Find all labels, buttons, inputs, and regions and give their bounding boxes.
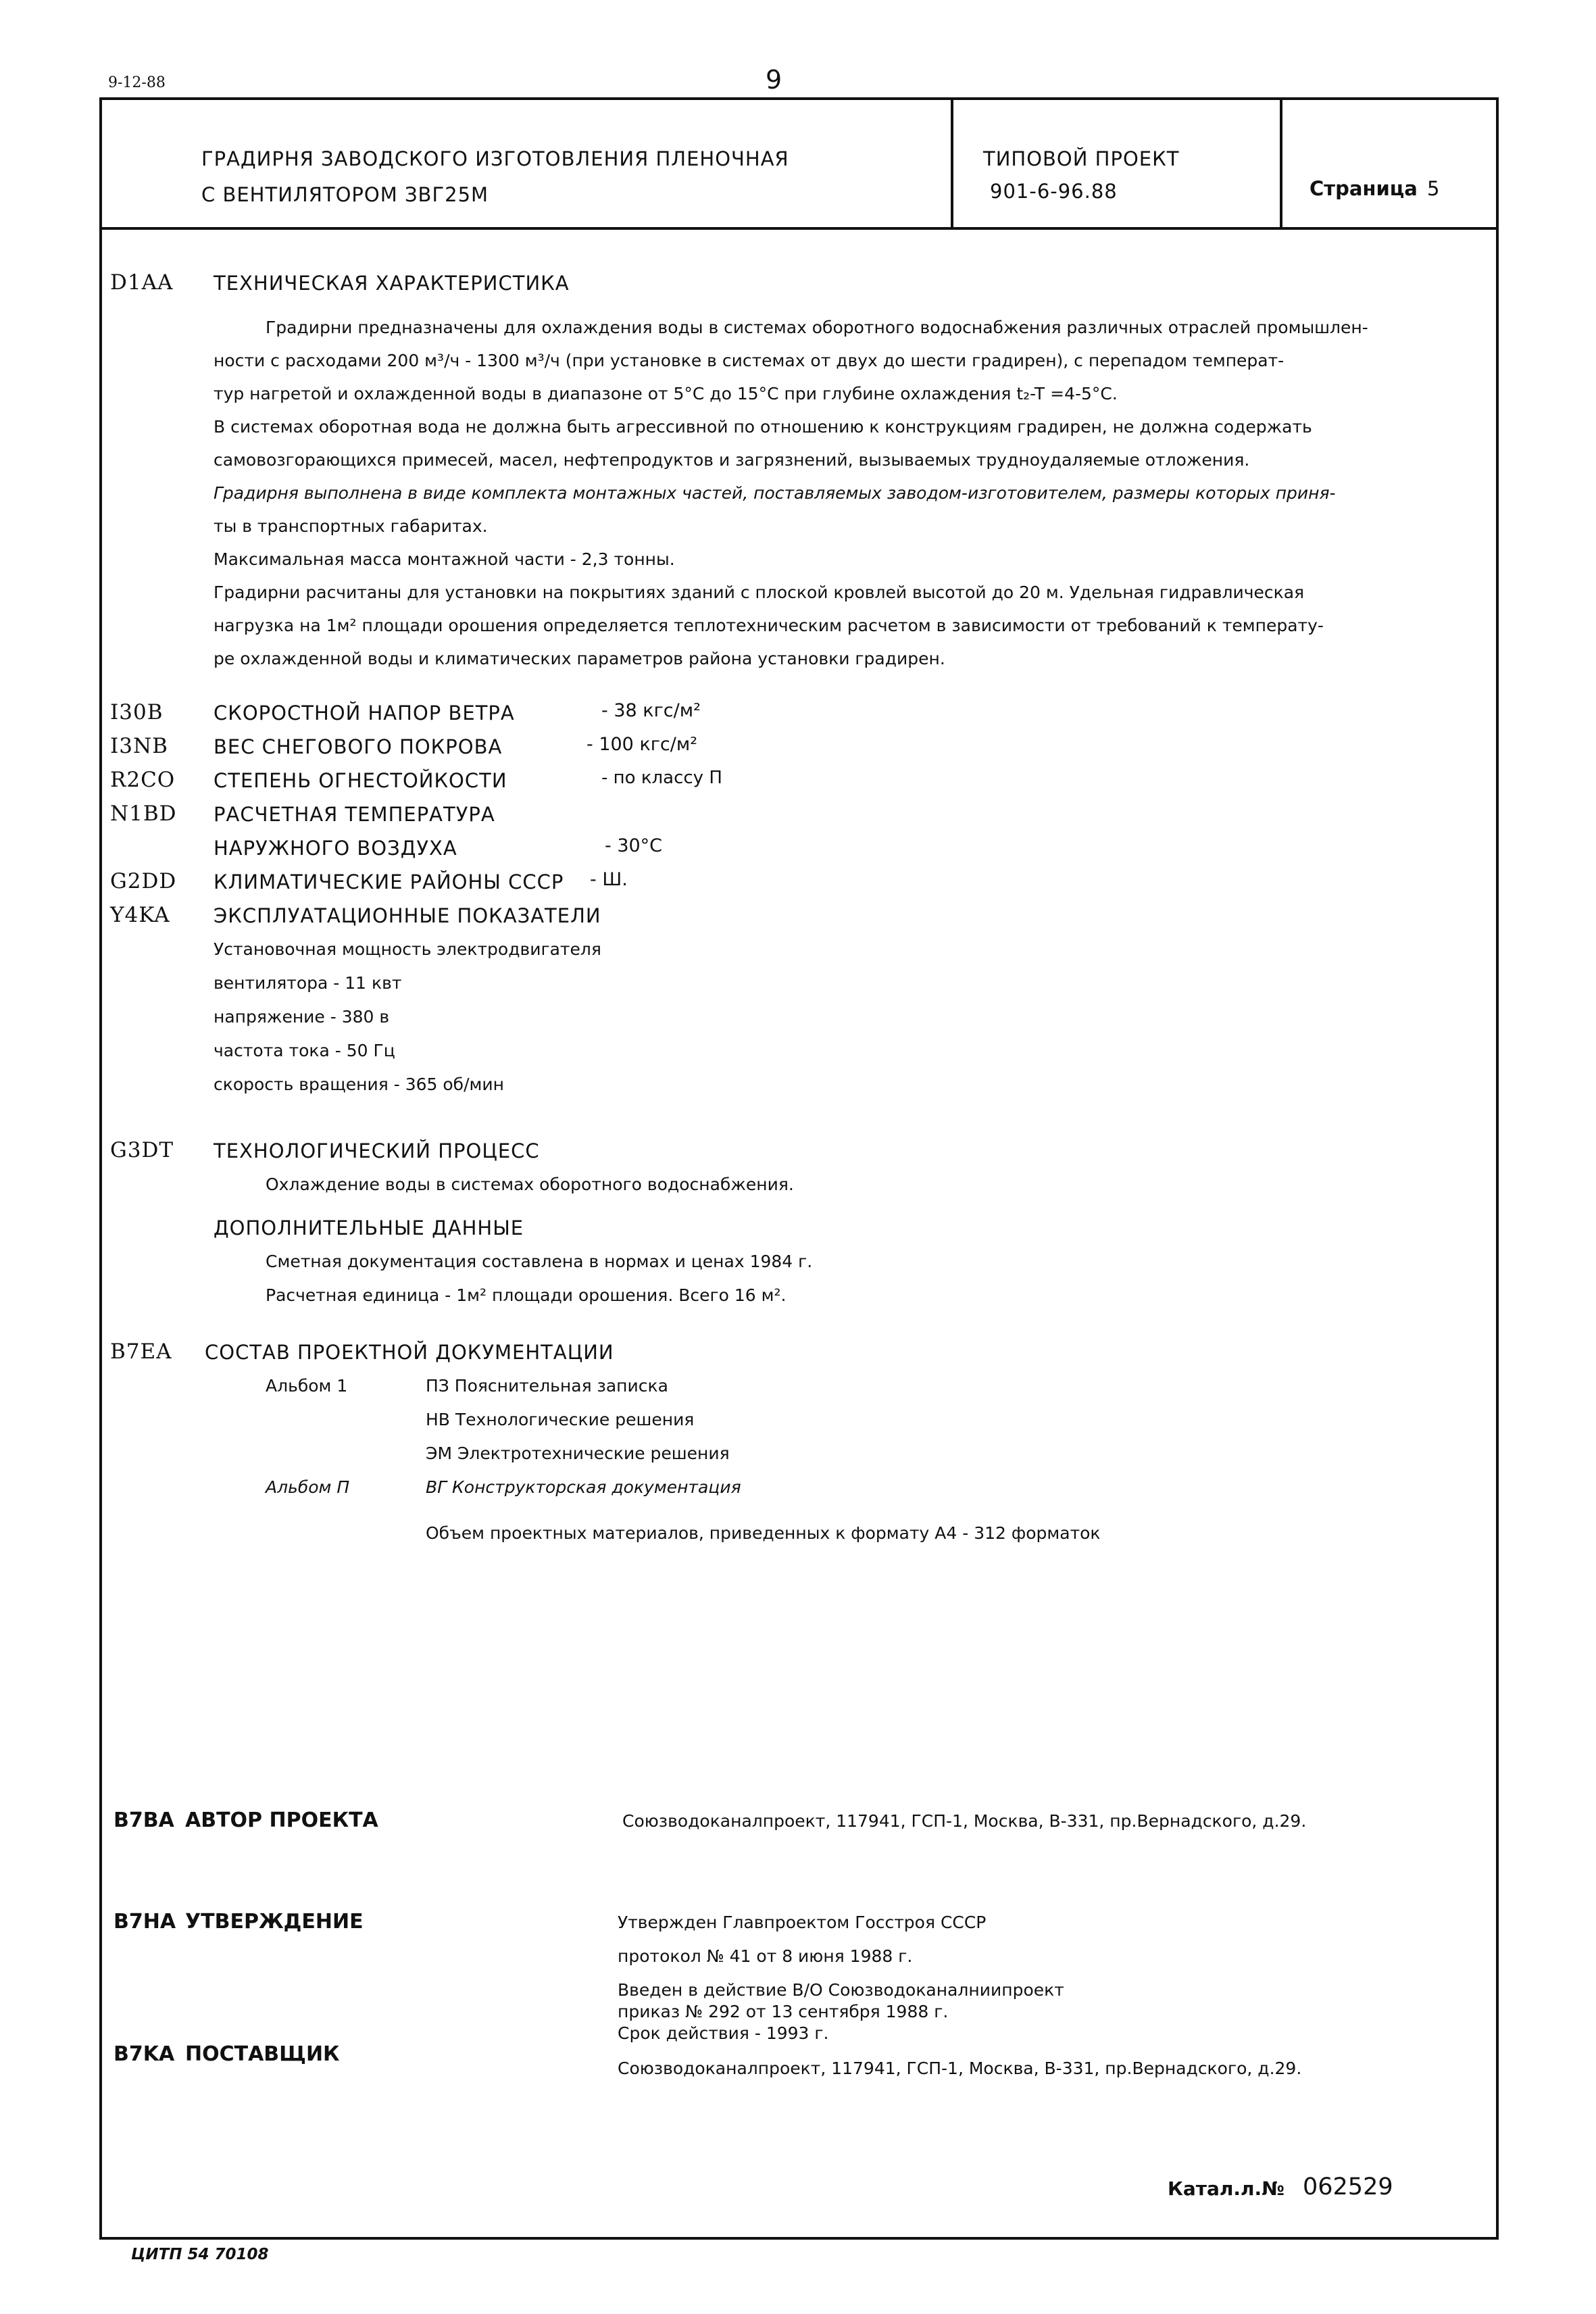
album-1: Альбом 1: [266, 1376, 348, 1396]
tech-p4: Максимальная масса монтажной части - 2,3 тонны.: [214, 549, 675, 569]
tech-p5-line2: нагрузка на 1м² площади орошения определяется теплотехническим расчетом в зависимости от требований к температу-: [214, 616, 1324, 635]
tech-p5-line3: ре охлажденной воды и климатических параметров района установки градирен.: [214, 649, 945, 668]
tech-heading: ТЕХНИЧЕСКАЯ ХАРАКТЕРИСТИКА: [214, 272, 570, 295]
doc-item: НВ Технологические решения: [426, 1410, 695, 1429]
tech-p3-line2: ты в транспортных габаритах.: [214, 516, 488, 536]
author-code: B7BA: [114, 1808, 174, 1832]
approval-line4: приказ № 292 от 13 сентября 1988 г.: [618, 2002, 949, 2021]
documentation-heading: СОСТАВ ПРОЕКТНОЙ ДОКУМЕНТАЦИИ: [205, 1341, 614, 1364]
code-g3dt: G3DT: [110, 1138, 174, 1162]
sheet-number: 9: [766, 65, 782, 95]
approval-line3: Введен в действие В/О Союзводоканалниипроект: [618, 1980, 1064, 2000]
param-code: I30B: [110, 700, 164, 724]
print-stamp: ЦИТП 54 70108: [131, 2246, 269, 2263]
operational-line: Установочная мощность электродвигателя: [214, 939, 601, 959]
operational-line: вентилятора - 11 квт: [214, 973, 402, 993]
author-heading: АВТОР ПРОЕКТА: [185, 1808, 378, 1832]
additional-line2: Расчетная единица - 1м² площади орошения. Всего 16 м².: [266, 1285, 787, 1305]
tech-p1-line1: Градирни предназначены для охлаждения воды в системах оборотного водоснабжения различных отраслей промышлен-: [266, 318, 1368, 337]
param-label: СТЕПЕНЬ ОГНЕСТОЙКОСТИ: [214, 769, 507, 792]
supplier-code: B7KA: [114, 2042, 175, 2066]
process-text: Охлаждение воды в системах оборотного водоснабжения.: [266, 1175, 794, 1194]
title-block-divider: [99, 227, 1496, 230]
param-label: СКОРОСТНОЙ НАПОР ВЕТРА: [214, 701, 515, 724]
title-line-2: С ВЕНТИЛЯТОРОМ ЗВГ25М: [201, 183, 489, 206]
supplier-text: Союзводоканалпроект, 117941, ГСП-1, Москва, В-331, пр.Вернадского, д.29.: [618, 2059, 1302, 2078]
doc-item: ЭМ Электротехнические решения: [426, 1444, 730, 1463]
doc-item: ВГ Конструкторская документация: [426, 1477, 741, 1497]
param-value: - по классу П: [601, 768, 722, 788]
param-value: - Ш.: [590, 869, 628, 890]
operational-heading: ЭКСПЛУАТАЦИОННЫЕ ПОКАЗАТЕЛИ: [214, 904, 601, 927]
param-code: I3NB: [110, 734, 168, 758]
tech-p2-line1: В системах оборотная вода не должна быть агрессивной по отношению к конструкциям градирен, не должна содержать: [214, 417, 1312, 437]
title-block-separator-1: [951, 97, 953, 230]
approval-line5: Срок действия - 1993 г.: [618, 2023, 829, 2043]
param-label: РАСЧЕТНАЯ ТЕМПЕРАТУРА: [214, 803, 495, 826]
code-d1aa: D1AA: [110, 270, 174, 295]
album-2: Альбом П: [266, 1477, 350, 1497]
project-number: 901-6-96.88: [990, 180, 1118, 203]
doc-volume: Объем проектных материалов, приведенных к формату А4 - 312 форматок: [426, 1523, 1101, 1543]
param-value: - 30°С: [605, 835, 663, 856]
param-code: G2DD: [110, 869, 177, 893]
catalog-number: 062529: [1303, 2173, 1393, 2200]
approval-line2: протокол № 41 от 8 июня 1988 г.: [618, 1946, 913, 1966]
tech-p3-line1: Градирня выполнена в виде комплекта монтажных частей, поставляемых заводом-изготовителем, размеры которых приня-: [214, 483, 1336, 503]
param-value: - 100 кгс/м²: [587, 734, 698, 755]
approval-heading: УТВЕРЖДЕНИЕ: [185, 1910, 364, 1934]
author-text: Союзводоканалпроект, 117941, ГСП-1, Москва, В-331, пр.Вернадского, д.29.: [622, 1811, 1307, 1831]
title-block-separator-2: [1280, 97, 1282, 230]
page-number: 5: [1427, 177, 1440, 200]
tech-p1-line3: тур нагретой и охлажденной воды в диапазоне от 5°С до 15°С при глубине охлаждения t₂-T =4-5°С.: [214, 384, 1118, 403]
param-label: КЛИМАТИЧЕСКИЕ РАЙОНЫ СССР: [214, 870, 564, 893]
title-line-1: ГРАДИРНЯ ЗАВОДСКОГО ИЗГОТОВЛЕНИЯ ПЛЕНОЧНАЯ: [201, 147, 789, 170]
project-label: ТИПОВОЙ ПРОЕКТ: [983, 147, 1180, 170]
operational-line: частота тока - 50 Гц: [214, 1041, 395, 1060]
tech-p5-line1: Градирни расчитаны для установки на покрытиях зданий с плоской кровлей высотой до 20 м. Удельная гидравлическая: [214, 583, 1305, 602]
param-label: ВЕС СНЕГОВОГО ПОКРОВА: [214, 735, 503, 758]
page-label: Страница: [1310, 177, 1418, 200]
additional-heading: ДОПОЛНИТЕЛЬНЫЕ ДАННЫЕ: [214, 1216, 524, 1239]
tech-p1-line2: ности с расходами 200 м³/ч - 1300 м³/ч (при установке в системах от двух до шести градирен), с перепадом температ-: [214, 351, 1285, 370]
approval-code: B7HA: [114, 1910, 176, 1934]
doc-item: ПЗ Пояснительная записка: [426, 1376, 668, 1396]
param-value: - 38 кгс/м²: [601, 700, 701, 721]
code-b7ea: B7EA: [110, 1339, 172, 1364]
operational-line: напряжение - 380 в: [214, 1007, 390, 1027]
supplier-heading: ПОСТАВЩИК: [185, 2042, 340, 2066]
tech-p2-line2: самовозгорающихся примесей, масел, нефтепродуктов и загрязнений, вызываемых трудноудаляемые отложения.: [214, 450, 1250, 470]
catalog-label: Катал.л.№: [1168, 2177, 1285, 2200]
param-label: НАРУЖНОГО ВОЗДУХА: [214, 837, 457, 860]
approval-line1: Утвержден Главпроектом Госстроя СССР: [618, 1913, 987, 1932]
date-mark: 9-12-88: [108, 74, 166, 91]
process-heading: ТЕХНОЛОГИЧЕСКИЙ ПРОЦЕСС: [214, 1139, 540, 1162]
param-code: N1BD: [110, 802, 177, 826]
code-y4ka: Y4KA: [110, 903, 170, 927]
additional-line1: Сметная документация составлена в нормах и ценах 1984 г.: [266, 1252, 813, 1271]
operational-line: скорость вращения - 365 об/мин: [214, 1075, 504, 1094]
param-code: R2CO: [110, 768, 176, 792]
